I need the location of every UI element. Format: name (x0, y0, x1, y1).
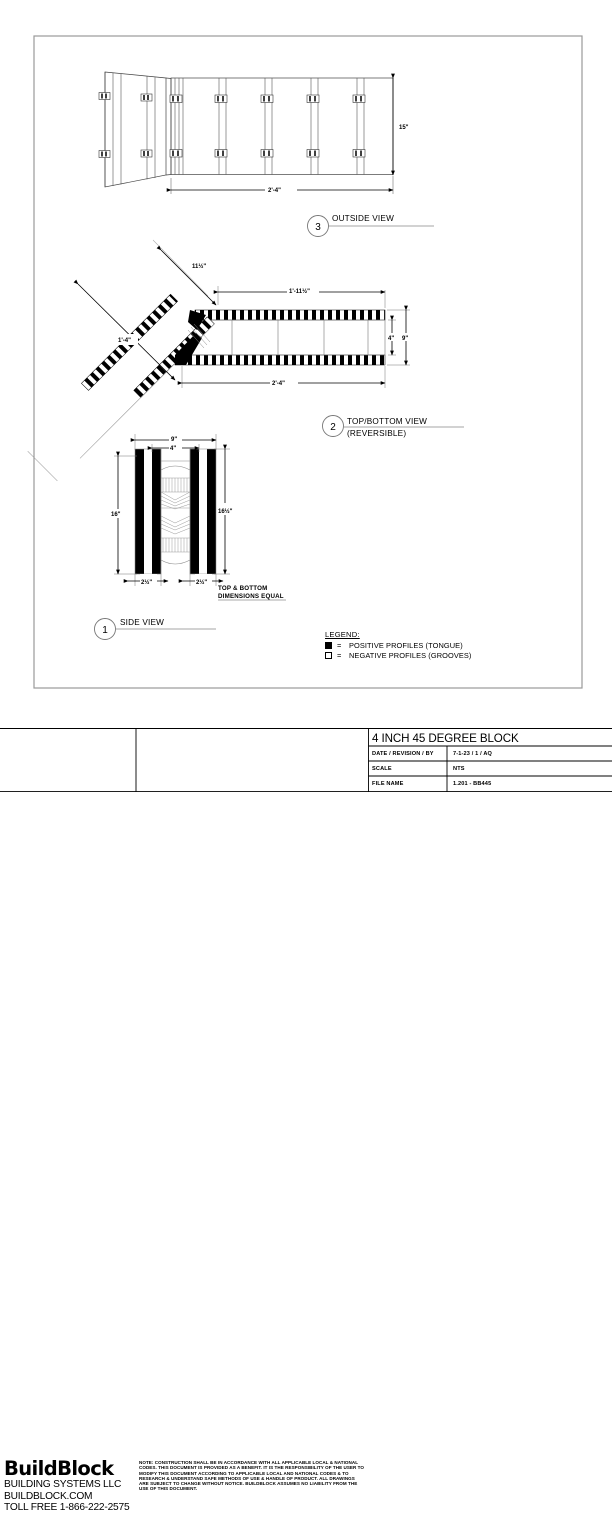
logo-line-phone: TOLL FREE 1-866-222-2575 (4, 1502, 130, 1514)
disclaimer-note: NOTE: CONSTRUCTION SHALL BE IN ACCORDANCE WITH ALL APPLICABLE LOCAL & NATIONAL CODES. THIS DOCUMENT IS PROVIDED AS A BENEFIT. IT IS THE RESPONSIBILITY OF THE USER TO MODIFY THIS DOCUMENT ACCORDING TO APPLICABLE LOCAL AND NATIONAL CODES & TO RESEARCH & UNDERSTAND SAFE METHODS OF USE & HANDLE OF PRODUCT. ALL DRAWINGS ARE SUBJECT TO CHANGE WITHOUT NOTICE. BUILDBLOCK ASSUMES NO LIABILITY FROM THE USE OF THIS DOCUMENT. (139, 1460, 365, 1492)
angled-leg (21, 287, 215, 481)
dim-11-half (153, 240, 216, 305)
side-left-upper-bar (135, 449, 144, 508)
web-tie-markers-upper (99, 93, 365, 103)
dim-1ft11half (218, 286, 385, 308)
row-label-scale: SCALE (372, 766, 392, 772)
dim-label-4in-side: 4" (170, 446, 177, 452)
view-label-reversible: (REVERSIBLE) (347, 429, 407, 438)
row-label-filename: FILE NAME (372, 781, 404, 787)
legend-equals-2: = (337, 651, 342, 660)
logo-brand (4, 1458, 135, 1479)
dim-outside-width (171, 176, 393, 194)
view-number-3: 3 (315, 222, 321, 233)
side-left-inner-upper (152, 449, 161, 508)
legend-swatch-hollow-icon (325, 652, 332, 659)
web-hatch-upper (161, 478, 190, 509)
top-bottom-view-drawing (21, 240, 464, 481)
logo-brand-build: Build (4, 1457, 58, 1480)
sheet-title: 4 INCH 45 DEGREE BLOCK (372, 732, 519, 745)
dim-label-1ft11half: 1'-11½" (289, 289, 310, 295)
dim-2half-left (128, 574, 168, 586)
dim-16in-side (110, 456, 137, 574)
side-left-lower-bar (135, 508, 144, 574)
dim-2half-right (183, 574, 223, 586)
dim-label-16in: 16" (111, 512, 121, 518)
row-value-filename: 1.201 - BB445 (453, 781, 492, 787)
view-number-2: 2 (330, 422, 336, 433)
row-value-date: 7-1-23 / 1 / AQ (453, 751, 493, 757)
side-right-inner-lower (190, 508, 199, 574)
logo-line-website: BUILDBLOCK.COM (4, 1490, 93, 1502)
view-callout-1 (95, 618, 217, 640)
view-callout-2 (323, 416, 465, 439)
web-hatch-lower (161, 516, 190, 552)
legend-row-positive (325, 641, 471, 650)
note-dims-equal: DIMENSIONS EQUAL (218, 593, 284, 600)
row-label-date: DATE / REVISION / BY (372, 751, 434, 757)
view-number-1: 1 (102, 625, 108, 636)
legend-row-negative (325, 651, 471, 660)
dim-label-1ft4in: 1'-4" (118, 338, 131, 344)
side-view-note (218, 585, 286, 600)
dim-label-9in-tb: 9" (402, 336, 409, 342)
logo-line-systems: BUILDING SYSTEMS LLC (4, 1479, 122, 1490)
title-block (0, 727, 612, 1514)
side-right-lower-bar (207, 508, 216, 574)
dim-16half-side (214, 449, 239, 574)
dim-4in-tb (387, 320, 398, 355)
dim-label-9in-side: 9" (171, 437, 178, 443)
view-callout-3 (308, 214, 435, 237)
dim-label-2half-right: 2½" (196, 580, 208, 586)
side-view-drawing (95, 434, 287, 640)
legend-text-positive: POSITIVE PROFILES (TONGUE) (349, 640, 463, 650)
row-value-scale: NTS (453, 766, 465, 772)
web-tie-markers-lower (99, 150, 365, 158)
side-left-inner-lower (152, 508, 161, 574)
view-label-side: SIDE VIEW (120, 618, 165, 627)
legend-swatch-filled-icon (325, 642, 332, 649)
dim-label-16half: 16½" (218, 509, 233, 515)
legend-equals-1: = (337, 640, 342, 650)
legend-title: LEGEND: (325, 630, 360, 639)
logo-brand-block: Block (57, 1457, 114, 1480)
side-right-upper-bar (207, 449, 216, 508)
tongue-band-bottom (175, 355, 385, 365)
dim-2ft4in-tb (182, 366, 385, 388)
dim-outside-height (393, 78, 409, 175)
legend-text-negative: NEGATIVE PROFILES (GROOVES) (349, 651, 472, 660)
dim-label-2ft4in-outside: 2'-4" (268, 188, 281, 194)
note-top-bottom: TOP & BOTTOM (218, 585, 268, 592)
outside-view-drawing (99, 72, 434, 237)
dim-1ft4in (78, 284, 175, 380)
dim-label-2half-left: 2½" (141, 580, 153, 586)
view-label-outside: OUTSIDE VIEW (332, 214, 394, 223)
side-right-inner-upper (190, 449, 199, 508)
legend (325, 630, 471, 660)
company-logo (4, 1458, 135, 1518)
view-label-topbottom: TOP/BOTTOM VIEW (347, 417, 428, 426)
dim-label-11half: 11½" (192, 264, 207, 270)
dim-label-15in: 15" (399, 125, 409, 131)
tongue-band-top (195, 310, 385, 320)
dim-label-4in-tb: 4" (388, 336, 395, 342)
dim-label-2ft4in-tb: 2'-4" (272, 381, 285, 387)
